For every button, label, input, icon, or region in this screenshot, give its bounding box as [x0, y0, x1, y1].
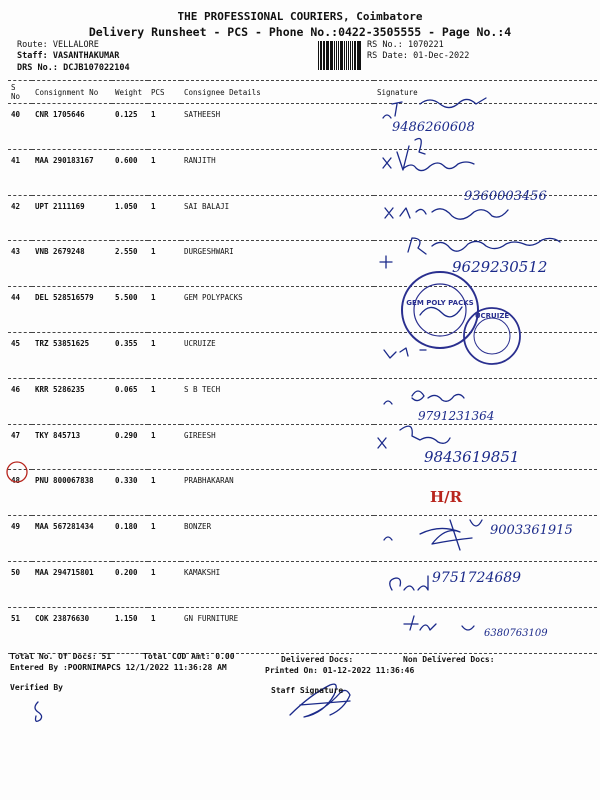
barcode-image [318, 41, 362, 70]
total-cod-value: 0.00 [215, 652, 235, 661]
total-cod-label: Total COD Amt: [143, 652, 211, 661]
barcode-bar [336, 41, 337, 70]
cell-pcs: 1 [148, 470, 181, 516]
col-consignment: Consignment No [32, 81, 112, 104]
cell-weight: 0.600 [112, 149, 148, 195]
table-row [8, 607, 597, 653]
cell-consignment: TKY 845713 [32, 424, 112, 470]
col-pcs: PCS [148, 81, 181, 104]
table-row [8, 104, 597, 150]
cell-pcs: 1 [148, 287, 181, 333]
cell-pcs: 1 [148, 424, 181, 470]
barcode-bar [320, 41, 322, 70]
col-sno: S No [8, 81, 32, 104]
barcode-bar [346, 41, 347, 70]
cell-weight: 2.550 [112, 241, 148, 287]
cell-sno: 48 [8, 470, 32, 516]
cell-consignee: BONZER [181, 516, 374, 562]
phone-51: 6380763109 [484, 628, 548, 639]
cell-signature [374, 287, 597, 333]
cell-weight: 5.500 [112, 287, 148, 333]
barcode-bar [348, 41, 350, 70]
delivered-docs: Delivered Docs: [281, 655, 354, 664]
table-row [8, 470, 597, 516]
col-signature: Signature [374, 81, 597, 104]
cell-signature [374, 241, 597, 287]
cell-consignment: DEL 528516579 [32, 287, 112, 333]
cell-weight: 0.355 [112, 332, 148, 378]
cell-consignment: COK 23876630 [32, 607, 112, 653]
staff-signature-label: Staff Signature [271, 686, 344, 695]
total-docs-value: 51 [101, 652, 112, 661]
rs-no-label: RS No.: [367, 40, 403, 50]
company-title: THE PROFESSIONAL COURIERS, Coimbatore [177, 10, 423, 23]
cell-signature [374, 378, 597, 424]
barcode-bar [334, 41, 335, 70]
cell-weight: 0.180 [112, 516, 148, 562]
cell-pcs: 1 [148, 378, 181, 424]
cell-signature [374, 561, 597, 607]
rs-no-line [367, 40, 444, 50]
table-row [8, 332, 597, 378]
cell-sno: 42 [8, 195, 32, 241]
cell-consignment: TRZ 53851625 [32, 332, 112, 378]
staff-line [17, 51, 119, 61]
cell-consignee: SATHEESH [181, 104, 374, 150]
barcode-bar [350, 41, 351, 70]
cell-sno: 51 [8, 607, 32, 653]
cell-consignee: S B TECH [181, 378, 374, 424]
barcode-bar [357, 41, 358, 70]
barcode-bar [354, 41, 356, 70]
cell-consignee: RANJITH [181, 149, 374, 195]
cell-sno: 40 [8, 104, 32, 150]
phone-49: 9003361915 [490, 523, 573, 538]
barcode-bar [323, 41, 324, 70]
printed-on: Printed On: 01-12-2022 11:36:46 [265, 666, 415, 675]
cell-consignee: DURGESHWARI [181, 241, 374, 287]
stamp2-text: UCRUIZE [474, 312, 510, 320]
table-row [8, 149, 597, 195]
cell-pcs: 1 [148, 195, 181, 241]
phone-42: 9360003456 [464, 189, 547, 204]
cell-sno: 44 [8, 287, 32, 333]
cell-consignment: KRR 5286235 [32, 378, 112, 424]
cell-sno: 47 [8, 424, 32, 470]
cell-weight: 1.150 [112, 607, 148, 653]
verified-mark [35, 702, 42, 721]
cell-consignment: MAA 567281434 [32, 516, 112, 562]
cell-consignee: GEM POLYPACKS [181, 287, 374, 333]
staff-value: VASANTHAKUMAR [52, 51, 120, 61]
cell-consignee: KAMAKSHI [181, 561, 374, 607]
non-delivered-docs: Non Delivered Docs: [403, 655, 495, 664]
cell-sno: 49 [8, 516, 32, 562]
cell-pcs: 1 [148, 607, 181, 653]
cell-consignee: SAI BALAJI [181, 195, 374, 241]
cell-weight: 0.125 [112, 104, 148, 150]
cell-consignment: PNU 800067838 [32, 470, 112, 516]
cell-signature [374, 104, 597, 150]
drs-line [17, 63, 130, 73]
rs-date-value: 01-Dec-2022 [413, 51, 470, 61]
cell-weight: 0.065 [112, 378, 148, 424]
barcode-bar [318, 41, 319, 70]
cell-signature [374, 607, 597, 653]
verified-by: Verified By [10, 683, 63, 692]
table-row [8, 195, 597, 241]
runsheet-subtitle: Delivery Runsheet - PCS - Phone No.:0422-3505555 - Page No.:4 [88, 25, 512, 39]
table-row [8, 378, 597, 424]
table-row [8, 424, 597, 470]
rs-no-value: 1070221 [407, 40, 444, 50]
table-row [8, 241, 597, 287]
barcode-bar [352, 41, 353, 70]
cell-signature [374, 149, 597, 195]
cell-pcs: 1 [148, 104, 181, 150]
cell-sno: 45 [8, 332, 32, 378]
cell-consignment: VNB 2679248 [32, 241, 112, 287]
cell-sno: 41 [8, 149, 32, 195]
phone-40: 9486260608 [392, 120, 475, 135]
runsheet-table [8, 80, 597, 654]
cell-weight: 0.290 [112, 424, 148, 470]
table-row [8, 561, 597, 607]
cell-weight: 1.050 [112, 195, 148, 241]
phone-47: 9843619851 [424, 448, 520, 466]
cell-sno: 50 [8, 561, 32, 607]
staff-label: Staff: [17, 51, 48, 61]
barcode-bar [358, 41, 361, 70]
cell-consignment: UPT 2111169 [32, 195, 112, 241]
cell-consignment: CNR 1705646 [32, 104, 112, 150]
route-line [17, 40, 99, 50]
cell-sno: 43 [8, 241, 32, 287]
cell-signature [374, 516, 597, 562]
barcode-bar [344, 41, 345, 70]
rs-date-line [367, 51, 469, 61]
entered-by: Entered By :POORNIMAPCS 12/1/2022 11:36:28 AM [10, 663, 227, 672]
cell-pcs: 1 [148, 332, 181, 378]
col-consignee: Consignee Details [181, 81, 374, 104]
route-label: Route: [17, 40, 48, 50]
cell-weight: 0.200 [112, 561, 148, 607]
rs-date-label: RS Date: [367, 51, 408, 61]
stamp-text: GEM POLY PACKS [406, 299, 474, 307]
cell-consignee: UCRUIZE [181, 332, 374, 378]
cell-pcs: 1 [148, 516, 181, 562]
drs-label: DRS No.: [17, 63, 58, 73]
phone-46: 9791231364 [418, 409, 495, 423]
cell-consignment: MAA 290183167 [32, 149, 112, 195]
cell-pcs: 1 [148, 149, 181, 195]
cell-weight: 0.330 [112, 470, 148, 516]
route-value: VELLALORE [52, 40, 99, 50]
barcode-bar [340, 41, 343, 70]
cell-signature [374, 195, 597, 241]
cell-consignment: MAA 294715801 [32, 561, 112, 607]
total-docs-label: Total No. Of Docs: [10, 652, 97, 661]
table-row [8, 516, 597, 562]
cell-signature [374, 424, 597, 470]
cell-consignee: GIREESH [181, 424, 374, 470]
barcode-bar [331, 41, 333, 70]
table-row [8, 287, 597, 333]
drs-value: DCJB107022104 [63, 63, 130, 73]
footer-line-1 [10, 652, 111, 661]
total-cod [143, 652, 235, 661]
phone-50: 9751724689 [432, 570, 522, 586]
mark-48: H/R [430, 488, 463, 506]
cell-consignee: GN FURNITURE [181, 607, 374, 653]
cell-pcs: 1 [148, 561, 181, 607]
barcode-bar [338, 41, 340, 70]
cell-sno: 46 [8, 378, 32, 424]
barcode-bar [324, 41, 325, 70]
cell-pcs: 1 [148, 241, 181, 287]
cell-consignee: PRABHAKARAN [181, 470, 374, 516]
barcode-bar [330, 41, 331, 70]
cell-signature [374, 332, 597, 378]
col-weight: Weight [112, 81, 148, 104]
table-header-row [8, 81, 597, 104]
barcode-bar [326, 41, 329, 70]
phone-43: 9629230512 [452, 258, 548, 276]
cell-signature [374, 470, 597, 516]
